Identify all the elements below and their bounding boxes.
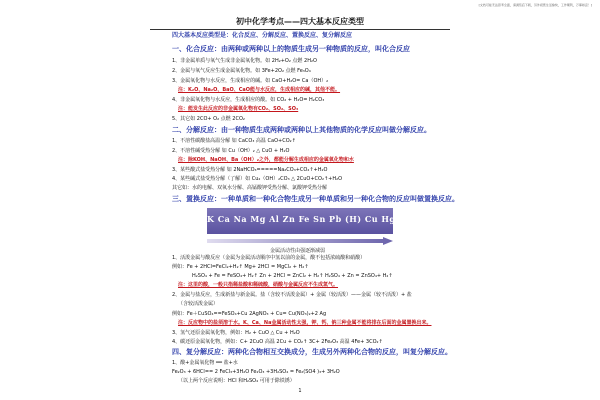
s2-item-2: 2、不溶性碱受热分解 如 Cu（OH）₂ △ CuO + H₂O xyxy=(172,148,290,154)
s2-item-5: 其它如：水的电解、双氧水分解、高锰酸钾受热分解、氯酸钾受热分解 xyxy=(172,185,328,191)
s3-note-2: 注：反应物中的盐须溶于水。K、Ca、Na金属活动性太强，钾、钙、钠三种金属不能将排在后面的金属置换出来。 xyxy=(178,320,432,326)
page-number: 1 xyxy=(298,388,302,394)
s2-item-3: 3、某些酸式盐受热分解 如 2NaHCO₃=====Na₂CO₃+CO₂↑+H₂O xyxy=(172,167,328,173)
s1-note-1: 注：K₂O、Na₂O、BaO、CaO能与水反应，生成相应的碱，其他不能。 xyxy=(178,87,341,93)
s2-item-4: 4、某些碱式盐受热分解（了解）如 Cu₂（OH）₂CO₃ △ 2CuO+CO₂↑+H₂O xyxy=(172,176,343,182)
summary-line: 四大基本反应类型是：化合反应、分解反应、置换反应、复分解反应 xyxy=(172,32,353,39)
s1-item-1: 1、非金属单质与氧气生成非金属氧化物。如 2H₂+O₂ 点燃 2H₂O xyxy=(172,58,317,64)
s1-item-2: 2、金属与氧气反应生成金属氧化物。如 3Fe+2O₂ 点燃 Fe₃O₄ xyxy=(172,68,311,74)
s3-item-3: 3、氢气还原金属氧化物，例如：H₂ + CuO △ Cu + H₂O xyxy=(172,330,300,336)
s3-item-2-cont: （含较活泼金属） xyxy=(178,301,219,307)
s3-example-2: H₂SO₄ + Fe = FeSO₄+ H₂↑ Zn + 2HCl = ZnCl₂ + H₂↑ H₂SO₄ + Zn = ZnSO₄+ H₂↑ xyxy=(192,273,393,279)
s3-item-1: 1、活泼金属与酸反应（金属为金属活动顺序中氢以前的金属，酸不包括浓硫酸和硝酸） xyxy=(172,255,366,261)
s4-note: （以上两个反应说明：HCl 和H₂SO₄ 可用于除铁锈） xyxy=(178,378,295,384)
s4-example: Fe₂O₃ + 6HCl== 2 FeCl₃+3H₂O Fe₂O₃ +3H₂SO₄ = Fe₂(SO4 )₃+ 3H₂O xyxy=(172,369,340,375)
s3-example-1: 例如：Fe + 2HCl=FeCl₂+H₂↑ Mg+ 2HCl = MgCl₂ + H₂↑ xyxy=(172,264,309,270)
s4-item-1: 1、酸+金属氧化物 ══ 盐+水 xyxy=(172,360,238,366)
section-4-heading: 四、复分解反应：两种化合物相互交换成分，生成另外两种化合物的反应，叫复分解反应。 xyxy=(172,348,452,356)
section-1-heading: 一、化合反应：由两种或两种以上的物质生成另一种物质的反应，叫化合反应 xyxy=(172,45,410,53)
s3-item-4: 4、碳还原金属氧化物，例如：C+ 2CuO 高温 2Cu + CO₂↑ 3C+ 2Fe₂O₃ 高温 4Fe+ 3CO₂↑ xyxy=(172,339,383,345)
s1-item-3: 3、金属氧化物与水反应，生成相应的碱。如 CaO+H₂O= Ca（OH）₂ xyxy=(172,78,329,84)
s3-note-1: 注：这里的酸，一般只指稀盐酸和稀硫酸，硝酸与金属反应不生成氢气。 xyxy=(178,282,339,288)
s3-example-3: 例如：Fe＋CuSO₄==FeSO₄+Cu 2AgNO₃ + Cu= Cu(NO₃)₂+2 Ag xyxy=(172,311,327,317)
header-note: [文档可能无法思考全面，请浏览后下载，另外祝您生活愉快，工作顺利，万事如意！] xyxy=(478,3,592,7)
s1-item-4: 4、非金属氧化物与水反应，生成相应的酸。如 CO₂ + H₂O= H₂CO₃ xyxy=(172,97,325,103)
s2-note: 注：除KOH、NaOH、Ba（OH）₂之外，都能分解生成相应的金属氧化物和水 xyxy=(178,157,354,163)
s1-note-2: 注：能发生此反应的非金属氧化物有CO₂、SO₂、SO₃ xyxy=(178,106,299,112)
activity-direction-arrow-icon xyxy=(207,237,393,245)
activity-series-text: K Ca Na Mg Al Zn Fe Sn Pb (H) Cu Hg Ag Pt Au xyxy=(207,214,442,224)
page-title: 初中化学考点——四大基本反应类型 xyxy=(236,17,364,26)
activity-series-caption: 金属活动性由强逐渐减弱 xyxy=(270,248,326,254)
title-divider xyxy=(150,29,450,30)
section-3-heading: 三、置换反应：一种单质和一种化合物生成另一种单质和另一种化合物的反应叫做置换反应。 xyxy=(172,195,459,203)
s3-item-2: 2、金属与盐反应，生成新盐与新金属。盐（含较不活泼金属）+ 金属（较活泼）——金属（较不活泼）+ 盐 xyxy=(172,292,412,298)
activity-series-banner xyxy=(207,208,442,234)
section-2-heading: 二、分解反应：由一种物质生成两种或两种以上其他物质的化学反应叫做分解反应。 xyxy=(172,126,431,134)
s1-item-5: 5、其它如 2CO+ O₂ 点燃 2CO₂ xyxy=(172,116,245,122)
s2-item-1: 1、不溶性碳酸盐高温分解 如 CaCO₃ 高温 CaO+CO₂↑ xyxy=(172,138,296,144)
